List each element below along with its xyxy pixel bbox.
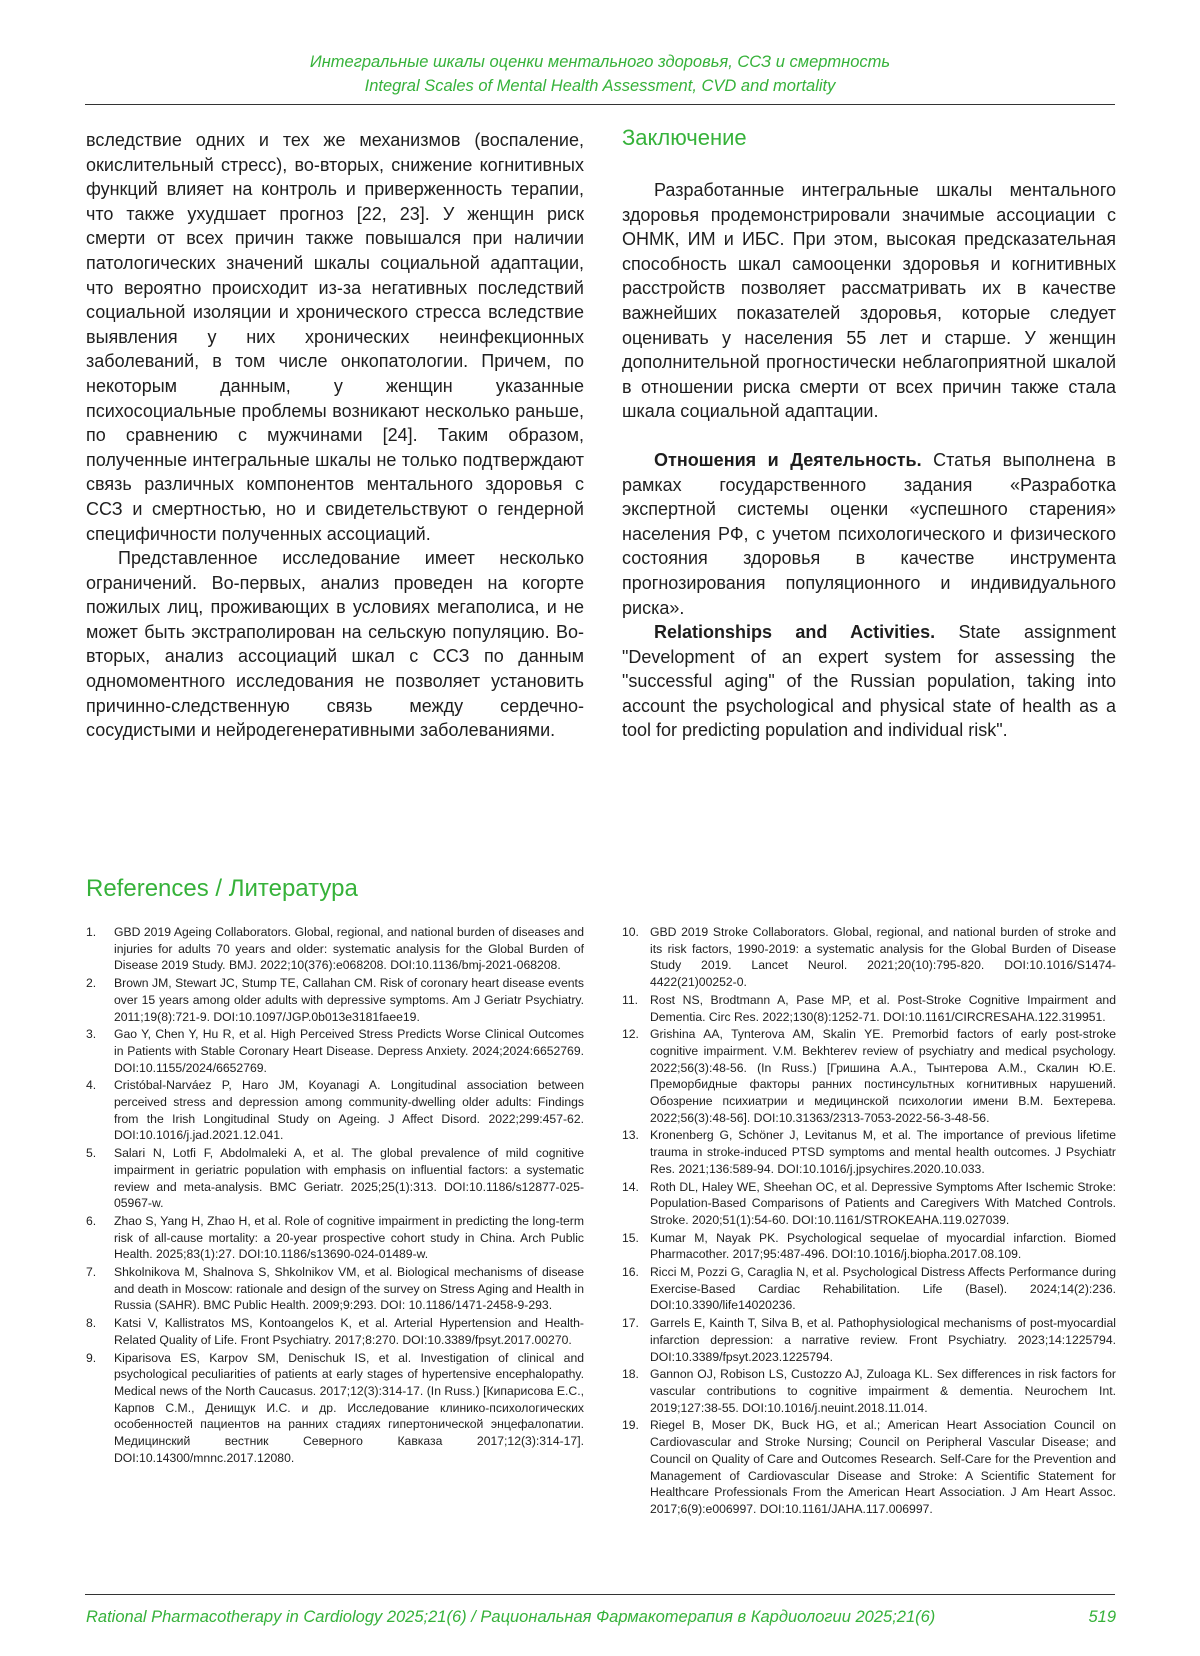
- reference-item: 5. Salari N, Lotfi F, Abdolmaleki A, et al. The global prevalence of mild cognitive impairment in geriatric population with emphasis on influential factors: a systematic review and meta-analysis. BMC Geriatr. 2025;25(1):313. DOI:10.1186/s12877-025-05967-w.: [86, 1146, 584, 1211]
- reference-item: 8. Katsi V, Kallistratos MS, Kontoangelos K, et al. Arterial Hypertension and Health-Related Quality of Life. Front Psychiatry. 2017;8:270. DOI:10.3389/fpsyt.2017.00270.: [86, 1316, 584, 1347]
- relationships-ru-paragraph: [622, 448, 1116, 620]
- reference-item: 13. Kronenberg G, Schöner J, Levitanus M, et al. The importance of previous lifetime trauma in stroke-induced PTSD symptoms and mental health outcomes. J Psychiatr Res. 2021;136:589-94. DOI:10.1016/j.jpsychires.2020.10.033.: [622, 1128, 1116, 1176]
- reference-item: 4. Cristóbal-Narváez P, Haro JM, Koyanagi A. Longitudinal association between perceived stress and depression among community-dwelling older adults: Findings from the Irish Longitudinal Study on Ageing. J Affect Disord. 2022;299:457-62. DOI:10.1016/j.jad.2021.12.041.: [86, 1078, 584, 1143]
- relationships-en-text: State assignment "Development of an expert system for assessing the "successful aging" of the Russian population, taking into account the psychological and physical state of health as a tool for predicting population and individual risk".: [622, 622, 1116, 741]
- header-title-ru: Интегральные шкалы оценки ментального здоровья, ССЗ и смертность: [309, 53, 891, 71]
- reference-item: 6. Zhao S, Yang H, Zhao H, et al. Role of cognitive impairment in predicting the long-term risk of all-cause mortality: a 20-year prospective cohort study in China. Arch Public Health. 2025;83(1):27. DOI:10.1186/s13690-024-01489-w.: [86, 1213, 584, 1262]
- reference-item: 11. Rost NS, Brodtmann A, Pase MP, et al. Post-Stroke Cognitive Impairment and Dementia. Circ Res. 2022;130(8):1252-71. DOI:10.1161/CIRCRESAHA.122.319951.: [622, 992, 1116, 1024]
- relationships-ru-label: Отношения и Деятельность.: [654, 449, 922, 470]
- relationships-en-label: Relationships and Activities.: [654, 622, 936, 643]
- reference-item: 7. Shkolnikova M, Shalnova S, Shkolnikov VM, et al. Biological mechanisms of disease and death in Moscow: rationale and design of the survey on Stress Aging and Health in Russia (SAHR). BMC Public Health. 2009;9:293. DOI: 10.1186/1471-2458-9-293.: [86, 1265, 584, 1313]
- conclusion-heading: Заключение: [622, 125, 747, 150]
- reference-item: 12. Grishina AA, Tynterova AM, Skalin YE. Premorbid factors of early post-stroke cognitive impairment. V.M. Bekhterev review of psychiatry and medical psychology. 2022;56(3):48-56. (In Russ.) [Гришина А.А., Тынтерова А.М., Скалин Ю.Е. Преморбидные факторы ранних постинсультных когнитивных нарушений. Обозрение психиатрии и медицинской психологии имени В.М. Бехтерева. 2022;56(3):48-56]. DOI:10.31363/2313-7053-2022-56-3-48-56.: [622, 1027, 1116, 1125]
- references-list-left: [86, 924, 584, 1468]
- reference-item: 18. Gannon OJ, Robison LS, Custozzo AJ, Zuloaga KL. Sex differences in risk factors for vascular contributions to cognitive impairment & dementia. Neurochem Int. 2019;127:38-55. DOI:10.1016/j.neuint.2018.11.014.: [622, 1367, 1116, 1415]
- footer-rule: [85, 1594, 1115, 1595]
- references-list-right: [622, 924, 1116, 1519]
- reference-item: 1. GBD 2019 Ageing Collaborators. Global, regional, and national burden of diseases and injuries for adults 70 years and older: systematic analysis for the Global Burden of Disease 2019 Study. BMJ. 2022;10(376):e068208. DOI:10.1136/bmj-2021-068208.: [86, 925, 584, 973]
- reference-item: 14. Roth DL, Haley WE, Sheehan OC, et al. Depressive Symptoms After Ischemic Stroke: Population-Based Comparisons of Patients and Caregivers With Matched Controls. Stroke. 2020;51(1):54-60. DOI:10.1161/STROKEAHA.119.027039.: [622, 1179, 1116, 1227]
- conclusion-paragraph: Разработанные интегральные шкалы ментального здоровья продемонстрировали значимые ассоциации с ОНМК, ИМ и ИБС. При этом, высокая предсказательная способность шкал самооценки здоровья и когнитивных расстройств позволяет рассматривать их в качестве важнейших показателей здоровья, которые следует оценивать у населения 55 лет и старше. У женщин дополнительной прогностически неблагоприятной шкалой в отношении риска смерти от всех причин также стала шкала социальной адаптации.: [622, 180, 1116, 422]
- reference-item: 3. Gao Y, Chen Y, Hu R, et al. High Perceived Stress Predicts Worse Clinical Outcomes in Patients with Stable Coronary Heart Disease. Depress Anxiety. 2024;2024:6652769. DOI:10.1155/2024/6652769.: [86, 1027, 584, 1075]
- reference-item: 15. Kumar M, Nayak PK. Psychological sequelae of myocardial infarction. Biomed Pharmacother. 2017;95:487-496. DOI:10.1016/j.biopha.2017.08.109.: [622, 1230, 1116, 1262]
- right-text-column: [622, 124, 1116, 743]
- reference-item: 17. Garrels E, Kainth T, Silva B, et al. Pathophysiological mechanisms of post-myocardial infarction depression: a narrative review. Front Psychiatry. 2023;14:1225794. DOI:10.3389/fpsyt.2023.1225794.: [622, 1316, 1116, 1364]
- reference-item: 19. Riegel B, Moser DK, Buck HG, et al.; American Heart Association Council on Cardiovascular and Stroke Nursing; Council on Peripheral Vascular Disease; and Council on Quality of Care and Outcomes Research. Self-Care for the Prevention and Management of Cardiovascular Disease and Stroke: A Scientific Statement for Healthcare Professionals From the American Heart Association. J Am Heart Assoc. 2017;6(9):e006997. DOI:10.1161/JAHA.117.006997.: [622, 1418, 1116, 1516]
- left-paragraph-1: вследствие одних и тех же механизмов (воспаление, окислительный стресс), во-вторых, снижение когнитивных функций влияет на контроль и приверженность терапии, что также ухудшает прогноз [22, 23]. У женщин риск смерти от всех причин также повышался при наличии патологических значений шкалы социальной адаптации, что вероятно происходит из-за негативных последствий социальной изоляции и хронического стресса вследствие выявления у них хронических неинфекционных заболеваний, в том числе онкопатологии. Причем, по некоторым данным, у женщин указанные психосоциальные проблемы возникают несколько раньше, по сравнению с мужчинами [24]. Таким образом, полученные интегральные шкалы не только подтверждают связь различных компонентов ментального здоровья с ССЗ и смертностью, но и свидетельствуют о гендерной специфичности полученных ассоциаций.: [86, 130, 584, 544]
- reference-item: 2. Brown JM, Stewart JC, Stump TE, Callahan CM. Risk of coronary heart disease events over 15 years among older adults with depressive symptoms. Am J Geriatr Psychiatry. 2011;19(8):721-9. DOI:10.1097/JGP.0b013e3181faee19.: [86, 976, 584, 1024]
- reference-item: 9. Kiparisova ES, Karpov SM, Denischuk IS, et al. Investigation of clinical and psychological peculiarities of patients at early stages of hypertensive encephalopathy. Medical news of the North Caucasus. 2017;12(3):314-17. (In Russ.) [Кипарисова Е.С., Карпов С.М., Денищук И.С. и др. Исследование клинико-психологических особенностей пациентов на ранних стадиях гипертонической энцефалопатии. Медицинский вестник Северного Кавказа 2017;12(3):314-17]. DOI:10.14300/mnnc.2017.12080.: [86, 1350, 584, 1465]
- relationships-ru-text: Статья выполнена в рамках государственного задания «Разработка экспертной системы оценки «успешного старения» населения РФ, с учетом психологического и физического состояния здоровья в качестве инструмента прогнозирования популяционного и индивидуального риска».: [622, 449, 1116, 618]
- reference-item: 10. GBD 2019 Stroke Collaborators. Global, regional, and national burden of stroke and its risk factors, 1990-2019: a systematic analysis for the Global Burden of Disease Study 2019. Lancet Neurol. 2021;20(10):795-820. DOI:10.1016/S1474-4422(21)00252-0.: [622, 925, 1116, 990]
- page-number: 519: [1088, 1608, 1116, 1626]
- reference-item: 16. Ricci M, Pozzi G, Caraglia N, et al. Psychological Distress Affects Performance during Exercise-Based Cardiac Rehabilitation. Life (Basel). 2024;14(2):236. DOI:10.3390/life14020236.: [622, 1265, 1116, 1313]
- header-rule: [85, 104, 1115, 105]
- footer-journal-title: Rational Pharmacotherapy in Cardiology 2025;21(6) / Рациональная Фармакотерапия в Кардиологии 2025;21(6): [86, 1608, 936, 1626]
- references-heading: References / Литература: [86, 875, 358, 902]
- running-header: [0, 50, 1200, 98]
- header-title-en: Integral Scales of Mental Health Assessment, CVD and mortality: [364, 77, 836, 95]
- left-text-column: [86, 128, 584, 743]
- limitations-paragraph: Представленное исследование имеет несколько ограничений. Во-первых, анализ проведен на когорте пожилых лиц, проживающих в условиях мегаполиса, и не может быть экстраполирован на сельскую популяцию. Во-вторых, анализ ассоциаций шкал с ССЗ по данным одномоментного исследования не позволяет установить причинно-следственную связь между сердечно-сосудистыми и нейродегенеративными заболеваниями.: [86, 548, 584, 741]
- relationships-en-paragraph: [622, 620, 1116, 743]
